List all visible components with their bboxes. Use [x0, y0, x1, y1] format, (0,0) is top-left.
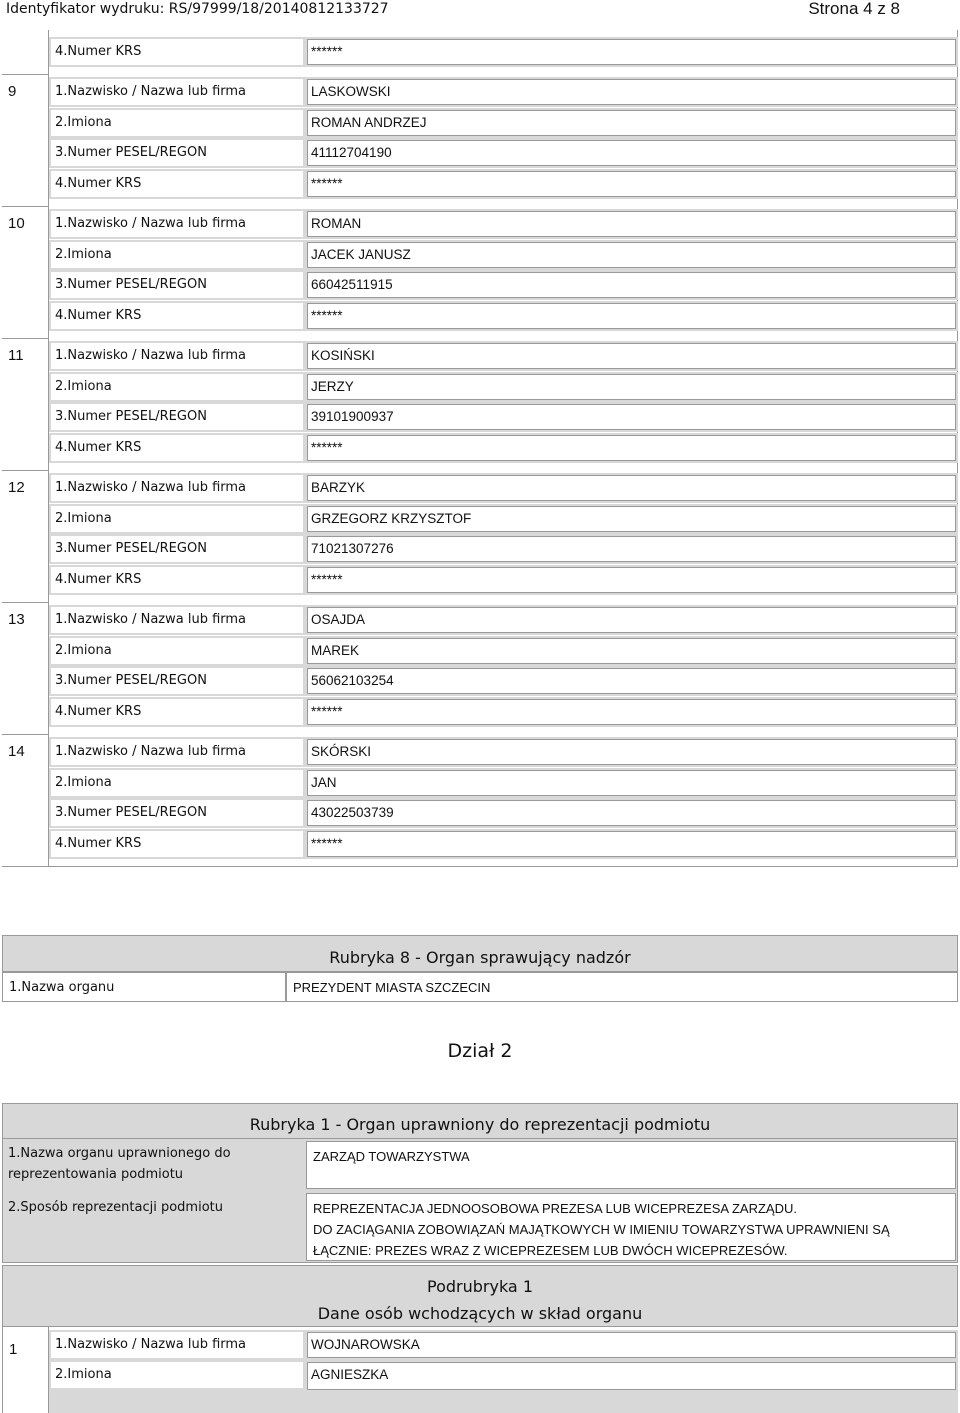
- field-label: 2.Imiona: [55, 114, 112, 130]
- entity-row-names: [49, 636, 958, 666]
- entity-gutter: [2, 471, 49, 603]
- page-number: Strona 4 z 8: [808, 0, 900, 18]
- entity-row-names: [49, 108, 958, 138]
- podrubryka-header: [2, 1265, 958, 1327]
- entity-row-names: [49, 240, 958, 270]
- entity-number: 14: [8, 743, 25, 760]
- field-label: 4.Numer KRS: [55, 571, 142, 587]
- entity-number: 13: [8, 611, 25, 628]
- entity-row-krs: [49, 565, 958, 595]
- field-label: 3.Numer PESEL/REGON: [55, 541, 207, 556]
- field-label: 3.Numer PESEL/REGON: [55, 145, 207, 160]
- field-value: ROMAN ANDRZEJ: [311, 114, 427, 130]
- organ-auth-label: 1.Nazwa organu uprawnionego do reprezentowania podmiotu: [8, 1146, 231, 1182]
- entity-number: 10: [8, 215, 25, 232]
- method-line-2: DO ZACIĄGANIA ZOBOWIĄZAŃ MAJĄTKOWYCH W IMIENIU TOWARZYSTWA UPRAWNIENI SĄ: [313, 1222, 890, 1237]
- field-value: ******: [311, 307, 343, 323]
- field-value: JERZY: [311, 378, 354, 394]
- field-value: 39101900937: [311, 409, 394, 424]
- entity-number: 9: [8, 83, 17, 100]
- field-value: 43022503739: [311, 805, 394, 820]
- entity-row-names: [49, 504, 958, 534]
- entity-row-pesel: [49, 402, 958, 432]
- entity-row-krs: [49, 301, 958, 331]
- entity-row-surname: [49, 209, 958, 239]
- member-number: 1: [9, 1341, 18, 1358]
- organ-name-label: 1.Nazwa organu: [2, 972, 286, 1002]
- field-value: 56062103254: [311, 673, 394, 688]
- field-label: 2.Imiona: [55, 378, 112, 394]
- field-label: 1.Nazwisko / Nazwa lub firma: [55, 480, 247, 495]
- field-label: 4.Numer KRS: [55, 307, 142, 323]
- entity-row-names: [49, 372, 958, 402]
- member-surname-row: 1.Nazwisko / Nazwa lub firma WOJNAROWSKA: [49, 1330, 958, 1360]
- entity-row-krs: [49, 433, 958, 463]
- field-label: 1.Nazwisko / Nazwa lub firma: [55, 612, 247, 627]
- field-value: ******: [311, 703, 343, 719]
- entity-gutter: [2, 603, 49, 735]
- member-names-row: 2.Imiona AGNIESZKA: [49, 1360, 958, 1413]
- field-label: 4.Numer KRS: [55, 835, 142, 851]
- entity-row-names: [49, 768, 958, 798]
- field-value: ******: [311, 175, 343, 191]
- field-label: 2.Imiona: [55, 510, 112, 526]
- entity-row-surname: [49, 77, 958, 107]
- page-header: [0, 0, 960, 22]
- section-title: Dział 2: [447, 1040, 513, 1062]
- field-label: 3.Numer PESEL/REGON: [55, 277, 207, 292]
- field-value: ROMAN: [311, 216, 362, 231]
- entity-row-krs: [49, 829, 958, 859]
- organ-auth-value: ZARZĄD TOWARZYSTWA: [306, 1141, 956, 1189]
- field-value: 41112704190: [311, 145, 392, 160]
- entity-row-pesel: [49, 270, 958, 300]
- entity-row-krs: [49, 169, 958, 199]
- podrubryka-title: Podrubryka 1: [427, 1277, 533, 1296]
- entity-row-surname: [49, 737, 958, 767]
- field-label: 3.Numer PESEL/REGON: [55, 409, 207, 424]
- organ-name-value: PREZYDENT MIASTA SZCZECIN: [286, 972, 958, 1002]
- representation-method-value: [306, 1193, 956, 1261]
- entity-row-krs: [49, 697, 958, 727]
- method-line-1: REPREZENTACJA JEDNOOSOBOWA PREZESA LUB WICEPREZESA ZARZĄDU.: [313, 1201, 797, 1216]
- field-value: 71021307276: [311, 541, 394, 556]
- entity-gutter-prev: [2, 30, 49, 75]
- field-label: 2.Imiona: [55, 642, 112, 658]
- field-value: JAN: [311, 774, 337, 790]
- entity-gutter: [2, 735, 49, 867]
- entity-row-surname: [49, 473, 958, 503]
- field-value: GRZEGORZ KRZYSZTOF: [311, 510, 472, 526]
- entity-row-krs-prev: 4.Numer KRS ******: [49, 37, 958, 67]
- field-value: LASKOWSKI: [311, 84, 391, 99]
- field-label: 2.Imiona: [55, 774, 112, 790]
- field-label: 4.Numer KRS: [55, 439, 142, 455]
- entity-number: 12: [8, 479, 25, 496]
- rubryka1-title: Rubryka 1 - Organ uprawniony do reprezentacji podmiotu: [2, 1103, 958, 1139]
- field-label: 3.Numer PESEL/REGON: [55, 805, 207, 820]
- print-identifier: Identyfikator wydruku: RS/97999/18/20140812133727: [6, 1, 389, 17]
- field-value: 66042511915: [311, 277, 393, 292]
- field-value: MAREK: [311, 642, 360, 658]
- representation-method-label: 2.Sposób reprezentacji podmiotu: [8, 1200, 223, 1215]
- field-label: 4.Numer KRS: [55, 703, 142, 719]
- field-label: 1.Nazwisko / Nazwa lub firma: [55, 348, 247, 363]
- entity-row-surname: [49, 605, 958, 635]
- rubryka8-title: Rubryka 8 - Organ sprawujący nadzór: [2, 935, 958, 972]
- field-label: 1.Nazwisko / Nazwa lub firma: [55, 744, 247, 759]
- entity-gutter: [2, 207, 49, 339]
- field-label: 1.Nazwisko / Nazwa lub firma: [55, 84, 247, 99]
- field-value: ******: [311, 439, 343, 455]
- entity-number: 11: [8, 347, 24, 364]
- entity-row-pesel: [49, 534, 958, 564]
- field-label: 2.Imiona: [55, 246, 112, 262]
- field-value: ******: [311, 835, 343, 851]
- method-line-3: ŁĄCZNIE: PREZES WRAZ Z WICEPREZESEM LUB DWÓCH WICEPREZESÓW.: [313, 1243, 788, 1258]
- entity-row-pesel: [49, 138, 958, 168]
- member-gutter: [2, 1327, 49, 1413]
- field-label: 4.Numer KRS: [55, 175, 142, 191]
- field-value: ******: [311, 571, 343, 587]
- field-value: JACEK JANUSZ: [311, 246, 411, 262]
- field-value: SKÓRSKI: [311, 744, 372, 759]
- entity-row-surname: [49, 341, 958, 371]
- entity-row-pesel: [49, 798, 958, 828]
- podrubryka-subtitle: Dane osób wchodzących w skład organu: [317, 1304, 643, 1323]
- field-value: OSAJDA: [311, 612, 366, 627]
- field-label: 1.Nazwisko / Nazwa lub firma: [55, 216, 247, 231]
- entity-gutter: [2, 339, 49, 471]
- entity-gutter: [2, 75, 49, 207]
- field-label: 3.Numer PESEL/REGON: [55, 673, 207, 688]
- field-value: KOSIŃSKI: [311, 348, 375, 363]
- field-value: BARZYK: [311, 480, 366, 495]
- entity-row-pesel: [49, 666, 958, 696]
